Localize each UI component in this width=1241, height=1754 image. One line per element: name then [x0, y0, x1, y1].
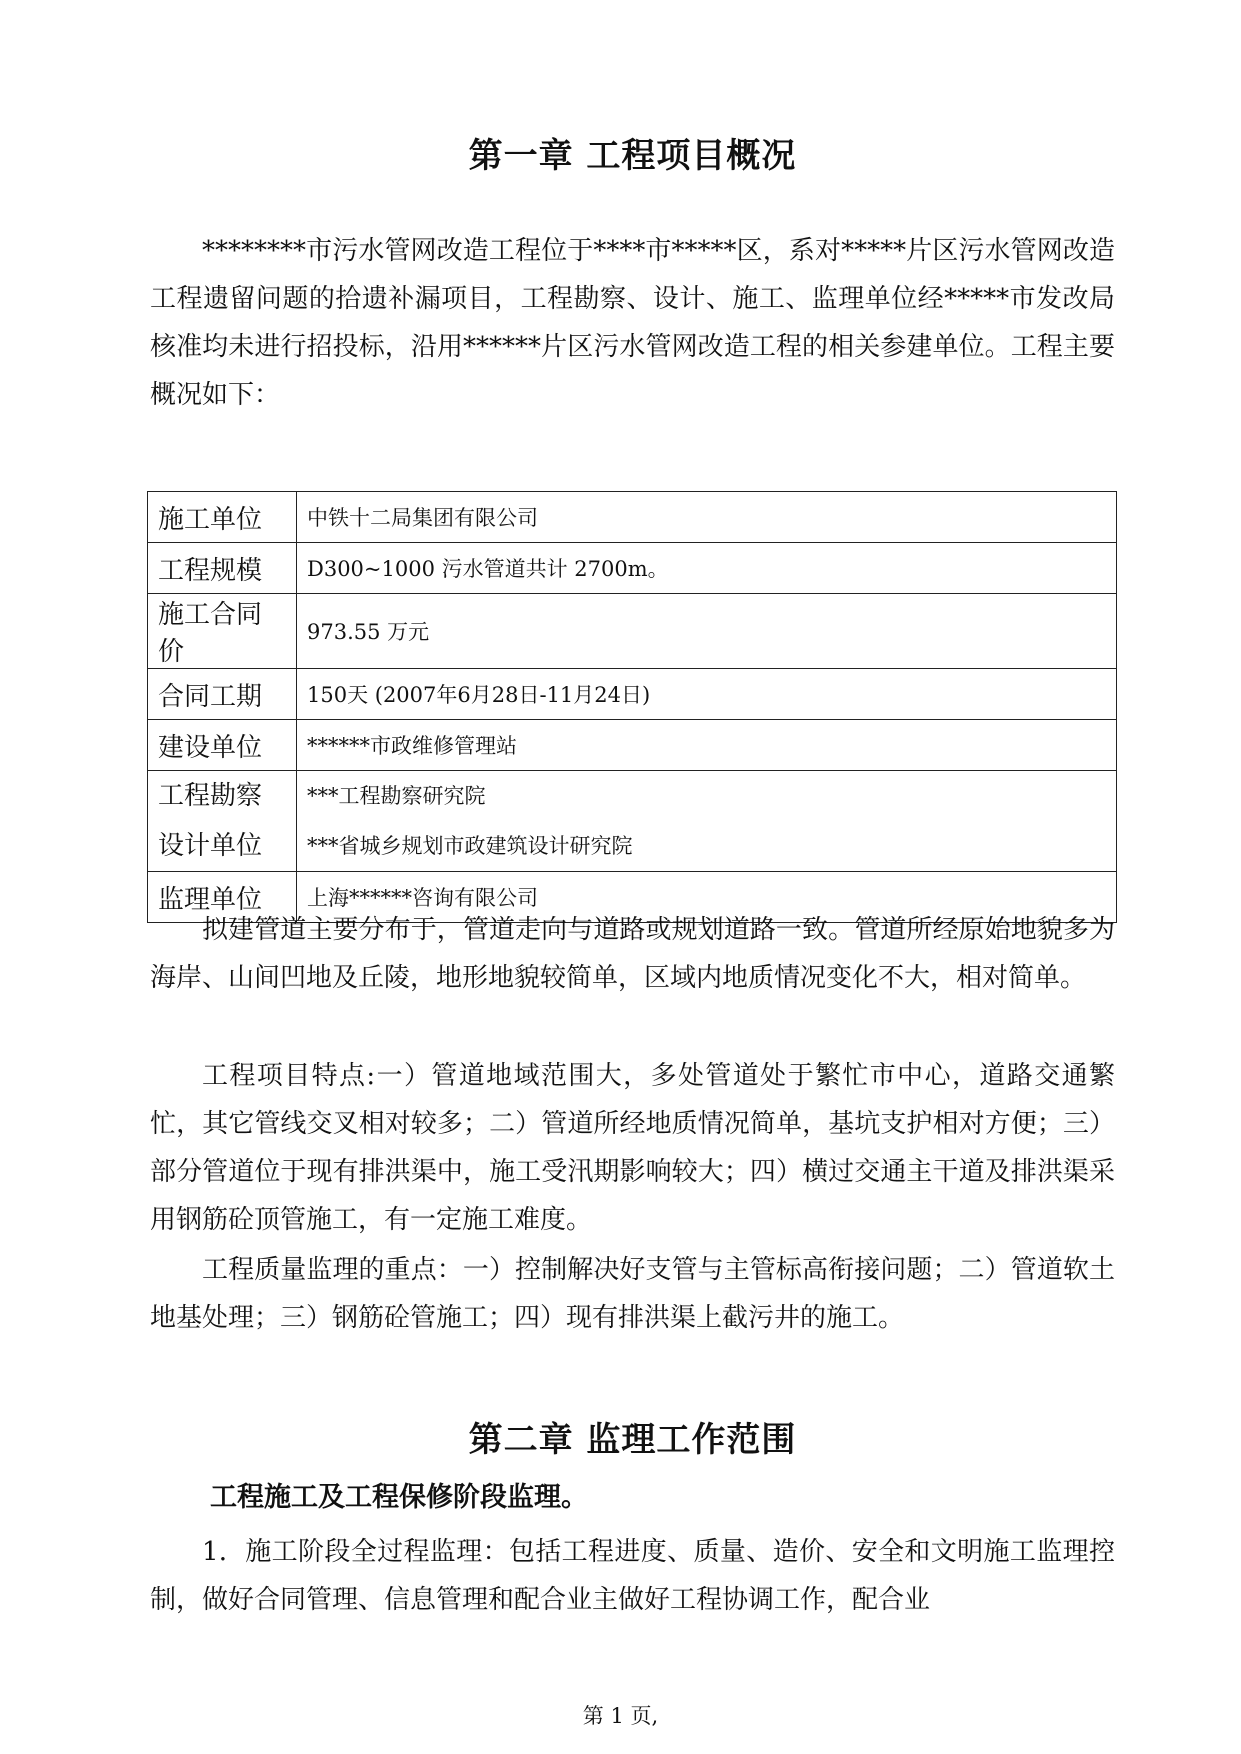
table-label-line: 工程勘察: [158, 781, 263, 811]
table-row: [148, 720, 1117, 771]
table-label-cell: 合同工期: [148, 669, 297, 720]
table-label-cell: 建设单位: [148, 720, 297, 771]
chapter1-intro-paragraph: ********市污水管网改造工程位于****市*****区，系对*****片区污水管网改造工程遗留问题的拾遗补漏项目，工程勘察、设计、施工、监理单位经*****市发改局核准均未进行招投标，沿用******片区污水管网改造工程的相关参建单位。工程主要概况如下：: [150, 236, 1115, 410]
table-row: [148, 771, 1117, 872]
chapter1-paragraph-2: 拟建管道主要分布于，管道走向与道路或规划道路一致。管道所经原始地貌多为海岸、山间凹地及丘陵，地形地貌较简单，区域内地质情况变化不大，相对简单。: [150, 915, 1115, 993]
table-label-cell: 工程规模: [148, 543, 297, 594]
table-label-cell: 监理单位: [148, 872, 297, 923]
table-row: [148, 543, 1117, 594]
project-info-table: [147, 491, 1117, 923]
table-label-line: 设计单位: [158, 831, 263, 861]
table-value-cell: D300~1000 污水管道共计 2700m。: [297, 543, 1117, 594]
chapter1-paragraph-4: 工程质量监理的重点：一）控制解决好支管与主管标高衔接问题；二）管道软土地基处理；三）钢筋砼管施工；四）现有排洪渠上截污井的施工。: [150, 1255, 1115, 1333]
table-value-cell: 中铁十二局集团有限公司: [297, 492, 1117, 543]
page-number-footer: 第 1 页,: [582, 1704, 659, 1728]
table-value-line: ***省城乡规划市政建筑设计研究院: [307, 834, 633, 858]
chapter1-title: 第一章 工程项目概况: [468, 136, 797, 176]
table-row: [148, 594, 1117, 669]
table-label-cell: [148, 771, 297, 872]
table-label-cell: 施工单位: [148, 492, 297, 543]
table-value-cell: 上海******咨询有限公司: [297, 872, 1117, 923]
table-value-cell: 973.55 万元: [297, 594, 1117, 669]
table-row: [148, 669, 1117, 720]
table-row: [148, 492, 1117, 543]
chapter1-paragraph-3: 工程项目特点:一）管道地域范围大，多处管道处于繁忙市中心，道路交通繁忙，其它管线交叉相对较多；二）管道所经地质情况简单，基坑支护相对方便；三）部分管道位于现有排洪渠中，施工受汛期影响较大；四）横过交通主干道及排洪渠采用钢筋砼顶管施工，有一定施工难度。: [150, 1061, 1115, 1235]
chapter2-title: 第二章 监理工作范围: [468, 1420, 797, 1460]
chapter2-section-title: 工程施工及工程保修阶段监理。: [210, 1482, 588, 1513]
chapter2-paragraph-1: 1．施工阶段全过程监理：包括工程进度、质量、造价、安全和文明施工监理控制，做好合同管理、信息管理和配合业主做好工程协调工作，配合业: [150, 1537, 1115, 1615]
table-value-cell: 150天 (2007年6月28日-11月24日): [297, 669, 1117, 720]
table-label-cell: 施工合同价: [148, 594, 297, 669]
table-value-cell: [297, 771, 1117, 872]
table-value-cell: ******市政维修管理站: [297, 720, 1117, 771]
table-value-line: ***工程勘察研究院: [307, 784, 486, 808]
